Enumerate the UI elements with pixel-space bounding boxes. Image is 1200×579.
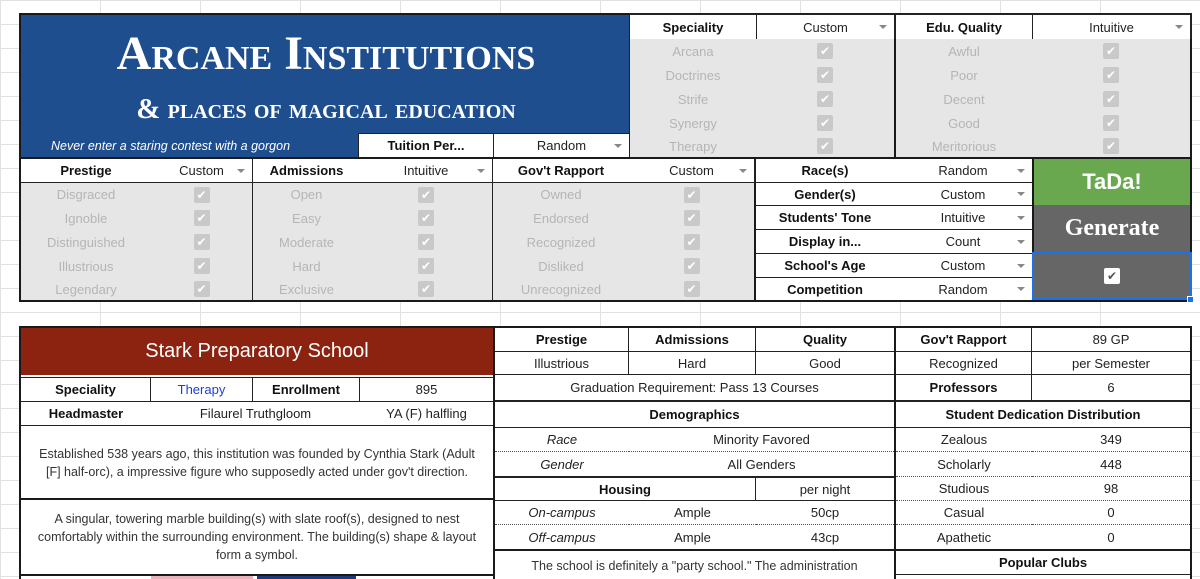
checkbox-icon: ✔ bbox=[817, 67, 833, 83]
headmaster-desc: YA (F) halfling bbox=[360, 402, 493, 426]
setting-dropdown[interactable] bbox=[894, 183, 1032, 206]
checkbox-icon: ✔ bbox=[418, 187, 434, 203]
chevron-down-icon bbox=[614, 144, 622, 148]
edu-quality-header: Edu. Quality bbox=[894, 13, 1032, 39]
enrollment-label: Enrollment bbox=[253, 377, 360, 402]
edu-quality-option-label: Decent bbox=[896, 87, 1032, 111]
cell-fill-handle[interactable] bbox=[1187, 296, 1194, 303]
setting-dropdown[interactable] bbox=[894, 206, 1032, 230]
checkbox-icon: ✔ bbox=[684, 187, 700, 203]
prestige-option-label: Legendary bbox=[21, 278, 151, 300]
chevron-down-icon bbox=[879, 25, 887, 29]
checkbox-icon: ✔ bbox=[194, 234, 210, 250]
setting-value: Count bbox=[945, 234, 981, 249]
checkbox-icon: ✔ bbox=[1103, 115, 1119, 131]
graduation-requirement: Graduation Requirement: Pass 13 Courses bbox=[495, 375, 894, 402]
dedication-value: 448 bbox=[1032, 452, 1190, 477]
housing-value: Ample bbox=[674, 529, 711, 545]
generate-button[interactable]: Generate bbox=[1032, 205, 1190, 252]
checkbox-icon: ✔ bbox=[418, 258, 434, 274]
setting-label: Race(s) bbox=[756, 159, 894, 183]
setting-value: Intuitive bbox=[940, 210, 986, 225]
chevron-down-icon bbox=[237, 169, 245, 173]
prestige-option-checkbox[interactable] bbox=[151, 206, 253, 230]
edu-quality-option-label: Meritorious bbox=[896, 135, 1032, 157]
admissions-option-label: Exclusive bbox=[253, 278, 360, 300]
checkbox-icon: ✔ bbox=[1103, 67, 1119, 83]
chevron-down-icon bbox=[1017, 216, 1025, 220]
professors-label: Professors bbox=[896, 375, 1032, 402]
setting-label: Gender(s) bbox=[756, 183, 894, 206]
edu-quality-option-label: Poor bbox=[896, 63, 1032, 87]
edu-quality-option-label: Awful bbox=[896, 39, 1032, 63]
demographic-value: All Genders bbox=[727, 456, 796, 472]
govt-rapport-option-checkbox[interactable] bbox=[629, 183, 756, 206]
admissions-value: Intuitive bbox=[403, 163, 449, 178]
edu-quality-value: Intuitive bbox=[1089, 19, 1134, 35]
chevron-down-icon bbox=[477, 169, 485, 173]
admissions-option-checkbox[interactable] bbox=[360, 254, 493, 278]
chevron-down-icon bbox=[1017, 169, 1025, 173]
tuition-period: per Semester bbox=[1032, 352, 1190, 375]
admissions-dropdown[interactable] bbox=[360, 159, 493, 183]
setting-label: Display in... bbox=[756, 230, 894, 254]
demographic-label: Gender bbox=[540, 456, 584, 472]
chevron-down-icon bbox=[1017, 264, 1025, 268]
admissions-header: Admissions bbox=[253, 159, 360, 183]
checkbox-icon: ✔ bbox=[817, 115, 833, 131]
section-divider bbox=[495, 549, 894, 551]
dedication-label: Apathetic bbox=[936, 529, 992, 545]
headmaster-name: Filaurel Truthgloom bbox=[151, 402, 360, 426]
dedication-label: Studious bbox=[896, 477, 1032, 501]
tuition-amount: 89 GP bbox=[1032, 328, 1190, 352]
prestige-option-label: Illustrious bbox=[21, 254, 151, 278]
prestige-value: Custom bbox=[179, 163, 224, 178]
chevron-down-icon bbox=[1017, 192, 1025, 196]
stat-header-govt-rapport: Gov't Rapport bbox=[896, 328, 1032, 352]
professors-value: 6 bbox=[1032, 375, 1190, 402]
checkbox-icon: ✔ bbox=[684, 281, 700, 297]
admissions-option-label: Hard bbox=[253, 254, 360, 278]
stat-value-admissions: Hard bbox=[629, 352, 756, 375]
tuition-value: Random bbox=[536, 138, 587, 153]
govt-rapport-header: Gov't Rapport bbox=[493, 159, 629, 183]
demographic-label: Race bbox=[495, 428, 629, 452]
edu-quality-option-checkbox[interactable] bbox=[1032, 39, 1190, 63]
govt-rapport-option-label: Recognized bbox=[493, 230, 629, 254]
speciality-header: Speciality bbox=[629, 13, 756, 39]
admissions-option-checkbox[interactable] bbox=[360, 278, 493, 300]
tuition-label: Tuition Per... bbox=[358, 133, 493, 157]
setting-label: Students' Tone bbox=[756, 206, 894, 230]
checkbox-icon: ✔ bbox=[418, 281, 434, 297]
govt-rapport-option-checkbox[interactable] bbox=[629, 206, 756, 230]
checkbox-icon: ✔ bbox=[194, 281, 210, 297]
banner-subtitle: & places of magical education bbox=[136, 93, 516, 125]
speciality-option-label: Synergy bbox=[629, 111, 756, 135]
prestige-option-checkbox[interactable] bbox=[151, 254, 253, 278]
checkbox-icon: ✔ bbox=[194, 187, 210, 203]
setting-value: Random bbox=[938, 163, 988, 178]
checkbox-icon: ✔ bbox=[817, 138, 833, 154]
speciality-option-label: Strife bbox=[629, 87, 756, 111]
speciality-option-label: Arcana bbox=[629, 39, 756, 63]
dedication-value: 98 bbox=[1032, 477, 1190, 501]
speciality-option-checkbox[interactable] bbox=[756, 111, 894, 135]
edu-quality-option-checkbox[interactable] bbox=[1032, 63, 1190, 87]
chevron-down-icon bbox=[1017, 240, 1025, 244]
prestige-option-checkbox[interactable] bbox=[151, 278, 253, 300]
housing-price: 43cp bbox=[810, 529, 840, 545]
chevron-down-icon bbox=[1175, 25, 1183, 29]
setting-dropdown[interactable] bbox=[894, 230, 1032, 254]
checkbox-icon: ✔ bbox=[684, 210, 700, 226]
party-text: The school is definitely a "party school." The administration bbox=[531, 559, 858, 573]
demographic-value: Minority Favored bbox=[629, 428, 894, 452]
setting-dropdown[interactable] bbox=[894, 254, 1032, 278]
headmaster-label: Headmaster bbox=[21, 402, 151, 426]
stat-header-quality: Quality bbox=[756, 328, 894, 352]
building-text: A singular, towering marble building(s) with slate roof(s), designed to nest comfortably within the surrounding environment. The building(s) shape & layout form a symbol. bbox=[37, 512, 477, 562]
admissions-option-checkbox[interactable] bbox=[360, 183, 493, 206]
prestige-options bbox=[21, 183, 253, 300]
prestige-option-checkbox[interactable] bbox=[151, 230, 253, 254]
dedication-value: 349 bbox=[1032, 428, 1190, 452]
setting-label: Competition bbox=[756, 278, 894, 300]
speciality-value: Custom bbox=[803, 19, 848, 35]
dedication-label: Scholarly bbox=[896, 452, 1032, 477]
setting-value: Random bbox=[938, 281, 988, 297]
checkbox-icon: ✔ bbox=[194, 210, 210, 226]
right-settings bbox=[756, 159, 1032, 300]
edu-quality-dropdown[interactable] bbox=[1032, 13, 1192, 39]
speciality-result-label: Speciality bbox=[21, 377, 151, 402]
popular-clubs-header: Popular Clubs bbox=[896, 551, 1190, 575]
stat-header-prestige: Prestige bbox=[495, 328, 629, 352]
checkbox-icon: ✔ bbox=[418, 210, 434, 226]
checkbox-icon: ✔ bbox=[1104, 268, 1120, 284]
setting-value: Custom bbox=[940, 186, 986, 202]
prestige-option-label: Disgraced bbox=[21, 183, 151, 206]
checkbox-icon: ✔ bbox=[817, 43, 833, 59]
banner-title: Arcane Institutions bbox=[116, 27, 536, 80]
speciality-option-label: Doctrines bbox=[629, 63, 756, 87]
admissions-option-label: Open bbox=[253, 183, 360, 206]
govt-rapport-option-label: Endorsed bbox=[493, 206, 629, 230]
chevron-down-icon bbox=[1017, 287, 1025, 291]
prestige-header: Prestige bbox=[21, 159, 151, 183]
edu-quality-option-checkbox[interactable] bbox=[1032, 135, 1190, 157]
checkbox-icon: ✔ bbox=[194, 258, 210, 274]
school-name: Stark Preparatory School bbox=[21, 328, 493, 375]
prestige-option-label: Ignoble bbox=[21, 206, 151, 230]
admissions-option-label: Moderate bbox=[253, 230, 360, 254]
checkbox-icon: ✔ bbox=[684, 234, 700, 250]
stat-value-prestige: Illustrious bbox=[495, 352, 629, 375]
govt-rapport-option-checkbox[interactable] bbox=[629, 254, 756, 278]
housing-value: Ample bbox=[629, 501, 756, 525]
speciality-result-value: Therapy bbox=[151, 377, 253, 402]
checkbox-icon: ✔ bbox=[1103, 43, 1119, 59]
govt-rapport-option-label: Unrecognized bbox=[493, 278, 629, 300]
setting-label: School's Age bbox=[756, 254, 894, 278]
admissions-options bbox=[253, 183, 493, 300]
edu-quality-option-checkbox[interactable] bbox=[1032, 87, 1190, 111]
dedication-header: Student Dedication Distribution bbox=[896, 402, 1190, 428]
dedication-label: Zealous bbox=[896, 428, 1032, 452]
dedication-label: Casual bbox=[896, 501, 1032, 525]
demographics-header: Demographics bbox=[495, 402, 894, 428]
speciality-option-checkbox[interactable] bbox=[756, 39, 894, 63]
banner-tagline: Never enter a staring contest with a gorgon bbox=[51, 139, 291, 153]
setting-dropdown[interactable] bbox=[894, 278, 1032, 300]
govt-rapport-option-checkbox[interactable] bbox=[629, 278, 756, 300]
speciality-options bbox=[629, 39, 894, 157]
admissions-option-checkbox[interactable] bbox=[360, 230, 493, 254]
govt-rapport-option-checkbox[interactable] bbox=[629, 230, 756, 254]
checkbox-icon: ✔ bbox=[817, 91, 833, 107]
generate-checkbox[interactable] bbox=[1032, 252, 1192, 300]
govt-rapport-value: Custom bbox=[669, 163, 714, 178]
checkbox-icon: ✔ bbox=[1103, 91, 1119, 107]
stat-header-admissions: Admissions bbox=[629, 328, 756, 352]
admissions-option-label: Easy bbox=[253, 206, 360, 230]
housing-header: Housing bbox=[495, 476, 756, 501]
enrollment-value: 895 bbox=[360, 377, 493, 402]
dedication-value: 0 bbox=[1107, 529, 1115, 545]
tada-button[interactable]: TaDa! bbox=[1032, 159, 1190, 205]
govt-rapport-option-label: Owned bbox=[493, 183, 629, 206]
housing-label: Off-campus bbox=[528, 529, 596, 545]
prestige-dropdown[interactable] bbox=[151, 159, 253, 183]
edu-quality-option-label: Good bbox=[896, 111, 1032, 135]
dedication-list bbox=[896, 428, 1190, 549]
prestige-option-label: Distinguished bbox=[21, 230, 151, 254]
speciality-option-label: Therapy bbox=[629, 135, 756, 157]
edu-quality-option-checkbox[interactable] bbox=[1032, 111, 1190, 135]
speciality-option-checkbox[interactable] bbox=[756, 63, 894, 87]
govt-rapport-dropdown[interactable] bbox=[629, 159, 756, 183]
housing-label: On-campus bbox=[495, 501, 629, 525]
admissions-option-checkbox[interactable] bbox=[360, 206, 493, 230]
housing-price: 50cp bbox=[756, 501, 894, 525]
stat-value-govt-rapport: Recognized bbox=[896, 352, 1032, 375]
chevron-down-icon bbox=[739, 169, 747, 173]
housing-unit: per night bbox=[756, 476, 894, 501]
tuition-dropdown[interactable] bbox=[493, 133, 629, 157]
setting-dropdown[interactable] bbox=[894, 159, 1032, 183]
speciality-option-checkbox[interactable] bbox=[756, 135, 894, 157]
stat-value-quality: Good bbox=[756, 352, 894, 375]
edu-quality-options bbox=[894, 39, 1192, 157]
setting-value: Custom bbox=[940, 258, 986, 273]
govt-rapport-option-label: Disliked bbox=[493, 254, 629, 278]
checkbox-icon: ✔ bbox=[684, 258, 700, 274]
speciality-dropdown[interactable] bbox=[756, 13, 894, 39]
history-text: Established 538 years ago, this institution was founded by Cynthia Stark (Adult [F] half-orc), a impressive figure who supposedly acted under gov't direction. bbox=[21, 428, 493, 500]
govt-rapport-options bbox=[493, 183, 756, 300]
checkbox-icon: ✔ bbox=[1103, 138, 1119, 154]
speciality-option-checkbox[interactable] bbox=[756, 87, 894, 111]
dedication-value: 0 bbox=[1032, 501, 1190, 525]
checkbox-icon: ✔ bbox=[418, 234, 434, 250]
prestige-option-checkbox[interactable] bbox=[151, 183, 253, 206]
